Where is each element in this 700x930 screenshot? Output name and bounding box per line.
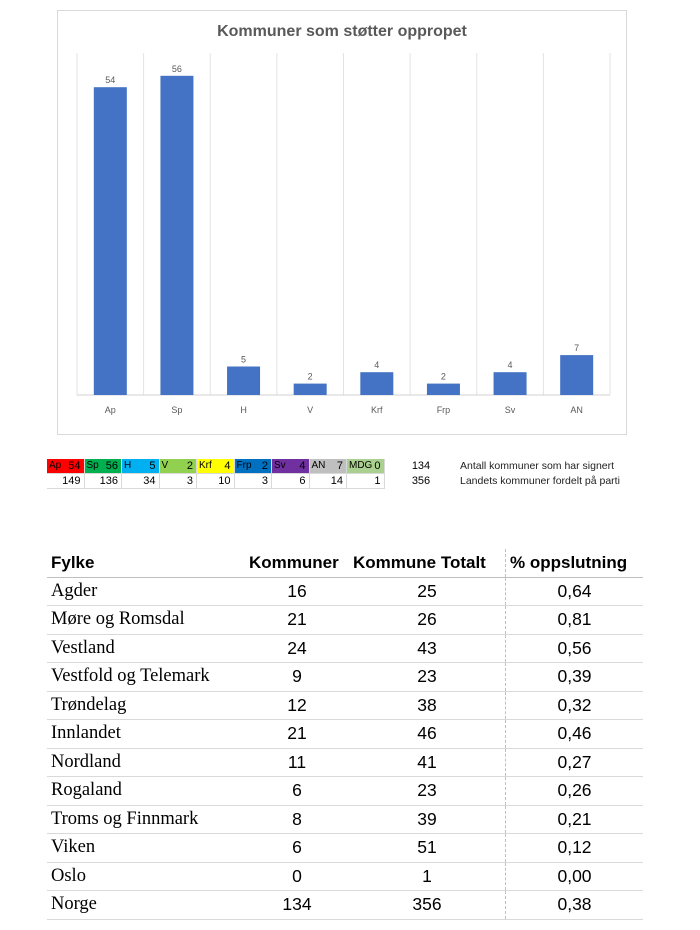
x-tick-label: H	[240, 405, 247, 415]
fylke-table	[47, 549, 643, 920]
oppslutning-cell: 0,38	[506, 891, 644, 920]
table-row	[47, 720, 643, 749]
table-row	[47, 691, 643, 720]
party-signed-value: 56	[105, 460, 118, 472]
party-cell-v	[160, 459, 198, 474]
table-row	[47, 634, 643, 663]
x-tick-label: V	[307, 405, 314, 415]
party-total-cell-krf	[197, 474, 235, 489]
bar-chart	[58, 11, 628, 436]
header-kommuner: Kommuner	[245, 549, 349, 577]
data-label: 4	[507, 360, 513, 371]
party-label: Sp	[86, 460, 99, 471]
bar-frp	[427, 384, 460, 395]
x-tick-label: AN	[570, 405, 583, 415]
party-label: V	[161, 460, 169, 471]
table-row	[47, 748, 643, 777]
signed-row	[47, 459, 645, 474]
data-label: 2	[307, 371, 313, 382]
party-total-cell-ap	[47, 474, 85, 489]
x-tick-label: Ap	[104, 405, 116, 415]
party-total-cell-sv	[272, 474, 310, 489]
fylke-cell: Rogaland	[47, 777, 245, 806]
party-signed-value: 0	[374, 460, 381, 472]
kommune-totalt-cell: 23	[349, 777, 506, 806]
party-total-value: 10	[218, 475, 231, 487]
table-row	[47, 577, 643, 606]
bar-ap	[94, 87, 127, 395]
kommuner-cell: 6	[245, 777, 349, 806]
oppslutning-cell: 0,21	[506, 805, 644, 834]
x-tick-label: Sp	[171, 405, 183, 415]
signed-total: 134	[411, 460, 431, 472]
party-cell-mdg	[347, 459, 385, 474]
oppslutning-cell: 0,39	[506, 663, 644, 692]
oppslutning-cell: 0,81	[506, 606, 644, 635]
table-header-row	[47, 549, 643, 577]
table-row	[47, 805, 643, 834]
fylke-cell: Troms og Finnmark	[47, 805, 245, 834]
party-total-value: 136	[99, 475, 118, 487]
kommuner-cell: 21	[245, 606, 349, 635]
bar-sv	[494, 372, 527, 395]
kommuner-cell: 16	[245, 577, 349, 606]
kommune-totalt-cell: 23	[349, 663, 506, 692]
party-total-cell-h	[122, 474, 160, 489]
x-tick-label: Frp	[436, 405, 451, 415]
party-cell-sv	[272, 459, 310, 474]
kommune-totalt-cell: 38	[349, 691, 506, 720]
oppslutning-cell: 0,64	[506, 577, 644, 606]
x-tick-label: Krf	[371, 405, 383, 415]
fylke-cell: Vestland	[47, 634, 245, 663]
party-total-cell-sp	[85, 474, 123, 489]
party-signed-value: 5	[149, 460, 156, 472]
kommune-totalt-cell: 51	[349, 834, 506, 863]
party-total-value: 1	[374, 475, 381, 487]
table-row	[47, 606, 643, 635]
bar-sp	[160, 76, 193, 395]
party-signed-value: 2	[186, 460, 193, 472]
party-total-value: 34	[143, 475, 156, 487]
fylke-cell: Innlandet	[47, 720, 245, 749]
chart-title: Kommuner som støtter oppropet	[217, 23, 467, 40]
bar-v	[294, 384, 327, 395]
kommune-totalt-cell: 25	[349, 577, 506, 606]
party-signed-value: 4	[299, 460, 306, 472]
party-strip	[47, 459, 645, 489]
data-label: 2	[440, 371, 446, 382]
data-label: 54	[105, 75, 116, 86]
fylke-cell: Norge	[47, 891, 245, 920]
party-label: Sv	[274, 460, 286, 471]
table-row	[47, 891, 643, 920]
kommune-totalt-cell: 356	[349, 891, 506, 920]
party-label: AN	[311, 460, 326, 471]
party-signed-value: 4	[224, 460, 231, 472]
party-label: Ap	[49, 460, 62, 471]
party-total-value: 3	[186, 475, 193, 487]
kommune-totalt-cell: 43	[349, 634, 506, 663]
party-total-value: 14	[330, 475, 343, 487]
fylke-cell: Viken	[47, 834, 245, 863]
party-cell-sp	[85, 459, 123, 474]
kommuner-cell: 8	[245, 805, 349, 834]
kommuner-cell: 24	[245, 634, 349, 663]
party-cell-krf	[197, 459, 235, 474]
bar-h	[227, 367, 260, 396]
party-label: H	[124, 460, 132, 471]
party-cell-an	[310, 459, 348, 474]
fylke-cell: Agder	[47, 577, 245, 606]
oppslutning-cell: 0,56	[506, 634, 644, 663]
header-fylke: Fylke	[47, 549, 245, 577]
fylke-cell: Møre og Romsdal	[47, 606, 245, 635]
party-cell-ap	[47, 459, 85, 474]
party-label: Frp	[236, 460, 252, 471]
fylke-cell: Nordland	[47, 748, 245, 777]
table-row	[47, 834, 643, 863]
oppslutning-cell: 0,32	[506, 691, 644, 720]
data-label: 4	[374, 360, 380, 371]
party-signed-value: 54	[68, 460, 81, 472]
header-kommune-totalt: Kommune Totalt	[349, 549, 506, 577]
data-label: 7	[574, 343, 580, 354]
signed-note: Antall kommuner som har signert	[460, 460, 615, 472]
table-row	[47, 777, 643, 806]
party-signed-value: 2	[261, 460, 268, 472]
fylke-cell: Trøndelag	[47, 691, 245, 720]
party-cell-frp	[235, 459, 273, 474]
bar-an	[560, 355, 593, 395]
kommuner-cell: 0	[245, 862, 349, 891]
data-label: 56	[171, 63, 182, 74]
table-row	[47, 663, 643, 692]
kommuner-cell: 11	[245, 748, 349, 777]
total-row	[47, 474, 645, 489]
oppslutning-cell: 0,00	[506, 862, 644, 891]
kommuner-cell: 9	[245, 663, 349, 692]
kommune-totalt-cell: 46	[349, 720, 506, 749]
kommune-totalt-cell: 41	[349, 748, 506, 777]
oppslutning-cell: 0,12	[506, 834, 644, 863]
header-oppslutning: % oppslutning	[506, 549, 644, 577]
kommune-totalt-cell: 39	[349, 805, 506, 834]
party-signed-value: 7	[336, 460, 343, 472]
party-total-cell-an	[310, 474, 348, 489]
kommuner-cell: 21	[245, 720, 349, 749]
kommuner-cell: 6	[245, 834, 349, 863]
kommuner-cell: 134	[245, 891, 349, 920]
kommune-totalt-cell: 26	[349, 606, 506, 635]
kommune-totalt-cell: 1	[349, 862, 506, 891]
table-row	[47, 862, 643, 891]
kommuner-cell: 12	[245, 691, 349, 720]
data-label: 5	[241, 354, 247, 365]
oppslutning-cell: 0,26	[506, 777, 644, 806]
party-total-value: 149	[62, 475, 81, 487]
oppslutning-cell: 0,27	[506, 748, 644, 777]
party-label: Krf	[199, 460, 212, 471]
party-total-value: 3	[261, 475, 268, 487]
fylke-cell: Oslo	[47, 862, 245, 891]
party-total-value: 6	[299, 475, 306, 487]
fylke-cell: Vestfold og Telemark	[47, 663, 245, 692]
party-label: MDG	[349, 460, 373, 471]
bar-chart-panel	[57, 10, 627, 435]
oppslutning-cell: 0,46	[506, 720, 644, 749]
party-cell-h	[122, 459, 160, 474]
party-total-cell-frp	[235, 474, 273, 489]
party-total-cell-v	[160, 474, 198, 489]
bar-krf	[360, 372, 393, 395]
all-total: 356	[411, 475, 431, 487]
party-total-cell-mdg	[347, 474, 385, 489]
x-tick-label: Sv	[504, 405, 516, 415]
total-note: Landets kommuner fordelt på parti	[460, 475, 620, 487]
